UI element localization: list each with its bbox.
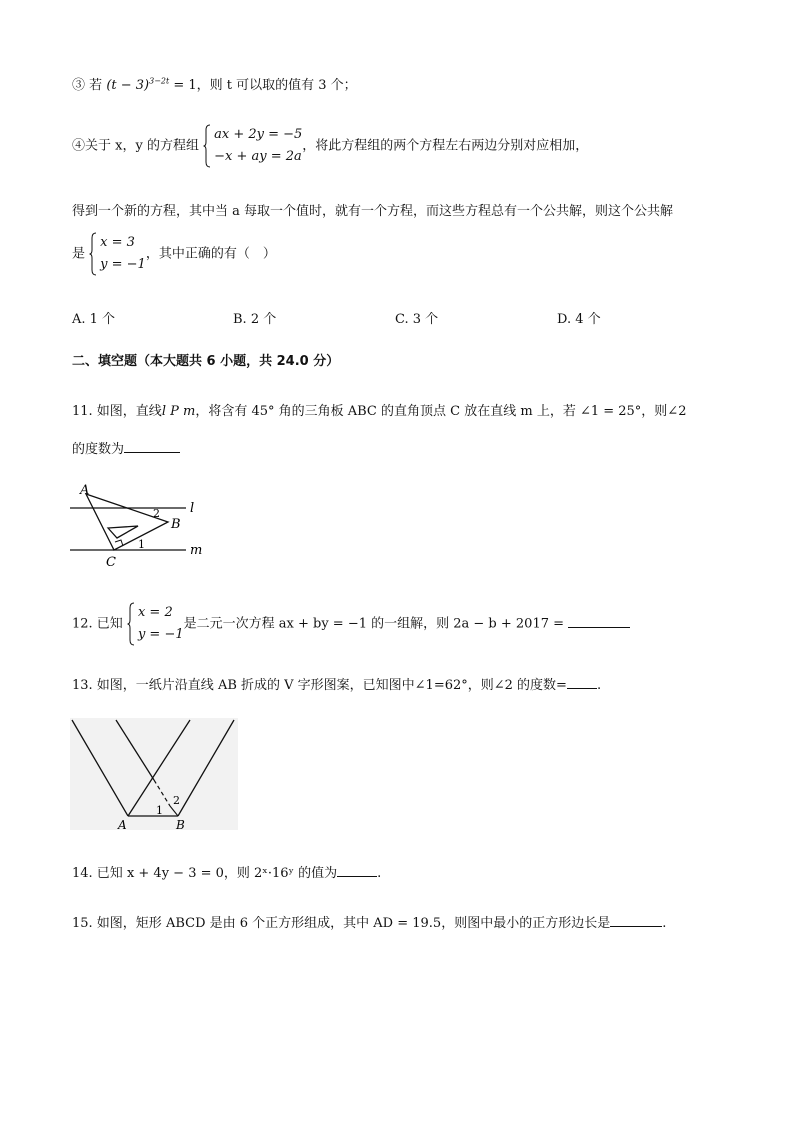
figure-background (70, 718, 238, 830)
label-a: A (80, 483, 90, 498)
q11-line2 (72, 438, 180, 457)
item4-solution-system (89, 232, 146, 276)
label-b: B (176, 818, 185, 832)
triangle-abc (86, 494, 168, 550)
brace-icon (127, 602, 135, 646)
q15-text: 15. 如图，矩形 ABCD 是由 6 个正方形组成，其中 AD = 19.5，则图中最小的正方形边长是 (72, 916, 611, 931)
label-c: C (106, 555, 116, 570)
option-a[interactable]: A. 1 个 (72, 312, 116, 327)
q12-answer-blank[interactable] (568, 626, 630, 628)
q11-answer-blank[interactable] (124, 451, 180, 453)
item4-pre: 关于 x，y 的方程组 (85, 138, 199, 154)
label-angle-2: 2 (173, 794, 180, 807)
label-l: l (190, 501, 195, 516)
q14-line (72, 862, 381, 881)
item3-pre: 若 (89, 78, 103, 93)
item4-solution-post: ，其中正确的有（ ） (145, 246, 276, 262)
item4-eq1: ax + 2y = −5 (214, 127, 303, 142)
item4-equation-system (203, 124, 302, 168)
item4-post: ，将此方程组的两个方程左右两边分别对应相加， (302, 138, 589, 154)
q12-post: 是二元一次方程 ax + by = −1 的一组解，则 2a − b + 2017 = (183, 616, 565, 632)
item4-continuation: 得到一个新的方程，其中当 a 每取一个值时，就有一个方程，而这些方程总有一个公共解，则这个公共解 (72, 204, 674, 219)
q15-end: . (662, 916, 667, 931)
brace-icon (203, 124, 211, 168)
q12-eq1: x = 2 (137, 605, 173, 620)
item3-text: ，则 t 可以取的值有 3 个； (196, 78, 357, 93)
label-angle-2: 2 (153, 507, 160, 520)
item4-marker: ④ (72, 138, 86, 154)
q13-line (72, 674, 601, 693)
item3-exponent: 3−2t (149, 76, 170, 86)
q14-end: . (377, 866, 382, 881)
option-d[interactable]: D. 4 个 (557, 312, 601, 327)
brace-icon (89, 232, 97, 276)
q15-line (72, 912, 666, 931)
q13-text: 13. 如图，一纸片沿直线 AB 折成的 V 字形图案，已知图中∠1=62°，则∠2 的度数= (72, 678, 567, 693)
label-m: m (190, 543, 203, 558)
section2-header: 二、填空题（本大题共 6 小题，共 24.0 分） (72, 354, 340, 369)
option-c[interactable]: C. 3 个 (395, 312, 439, 327)
q12-line (72, 602, 630, 646)
inner-triangle (108, 526, 138, 538)
item3-line (72, 74, 357, 93)
q11-line1-post: ，将含有 45° 角的三角板 ABC 的直角顶点 C 放在直线 m 上，若 ∠1 = 25°，则∠2 (195, 404, 687, 419)
q12-pre: 12. 已知 (72, 616, 123, 632)
item4-solution-eq1: x = 3 (100, 235, 135, 250)
q13-figure (70, 718, 240, 836)
q11-figure (68, 480, 208, 574)
item3-base: (t − 3) (106, 78, 150, 93)
q12-equation-system (127, 602, 184, 646)
q13-answer-blank[interactable] (567, 687, 597, 689)
item4-eq2: −x + ay = 2a (214, 149, 302, 164)
option-b[interactable]: B. 2 个 (233, 312, 277, 327)
q11-line1-pre: 11. 如图，直线 (72, 404, 162, 419)
q14-text: 14. 已知 x + 4y − 3 = 0，则 2ˣ·16ʸ 的值为 (72, 866, 338, 881)
q12-eq2: y = −1 (137, 627, 184, 642)
item4-solution-pre: 是 (72, 246, 86, 262)
label-angle-1: 1 (156, 804, 163, 817)
item4-solution-line (72, 232, 276, 276)
right-angle-mark (115, 540, 123, 546)
item3-marker: ③ (72, 78, 86, 93)
label-b: B (171, 517, 181, 532)
item3-eq: = 1 (169, 78, 197, 93)
item4-solution-eq2: y = −1 (100, 257, 146, 272)
label-a: A (118, 818, 127, 832)
q11-line2-text: 的度数为 (72, 442, 125, 457)
q13-end: . (596, 678, 602, 693)
q14-answer-blank[interactable] (337, 875, 377, 877)
q11-relation: l P m (161, 404, 196, 419)
q11-line1 (72, 400, 686, 419)
item4-line (72, 124, 588, 168)
q15-answer-blank[interactable] (610, 925, 662, 927)
label-angle-1: 1 (138, 538, 145, 551)
